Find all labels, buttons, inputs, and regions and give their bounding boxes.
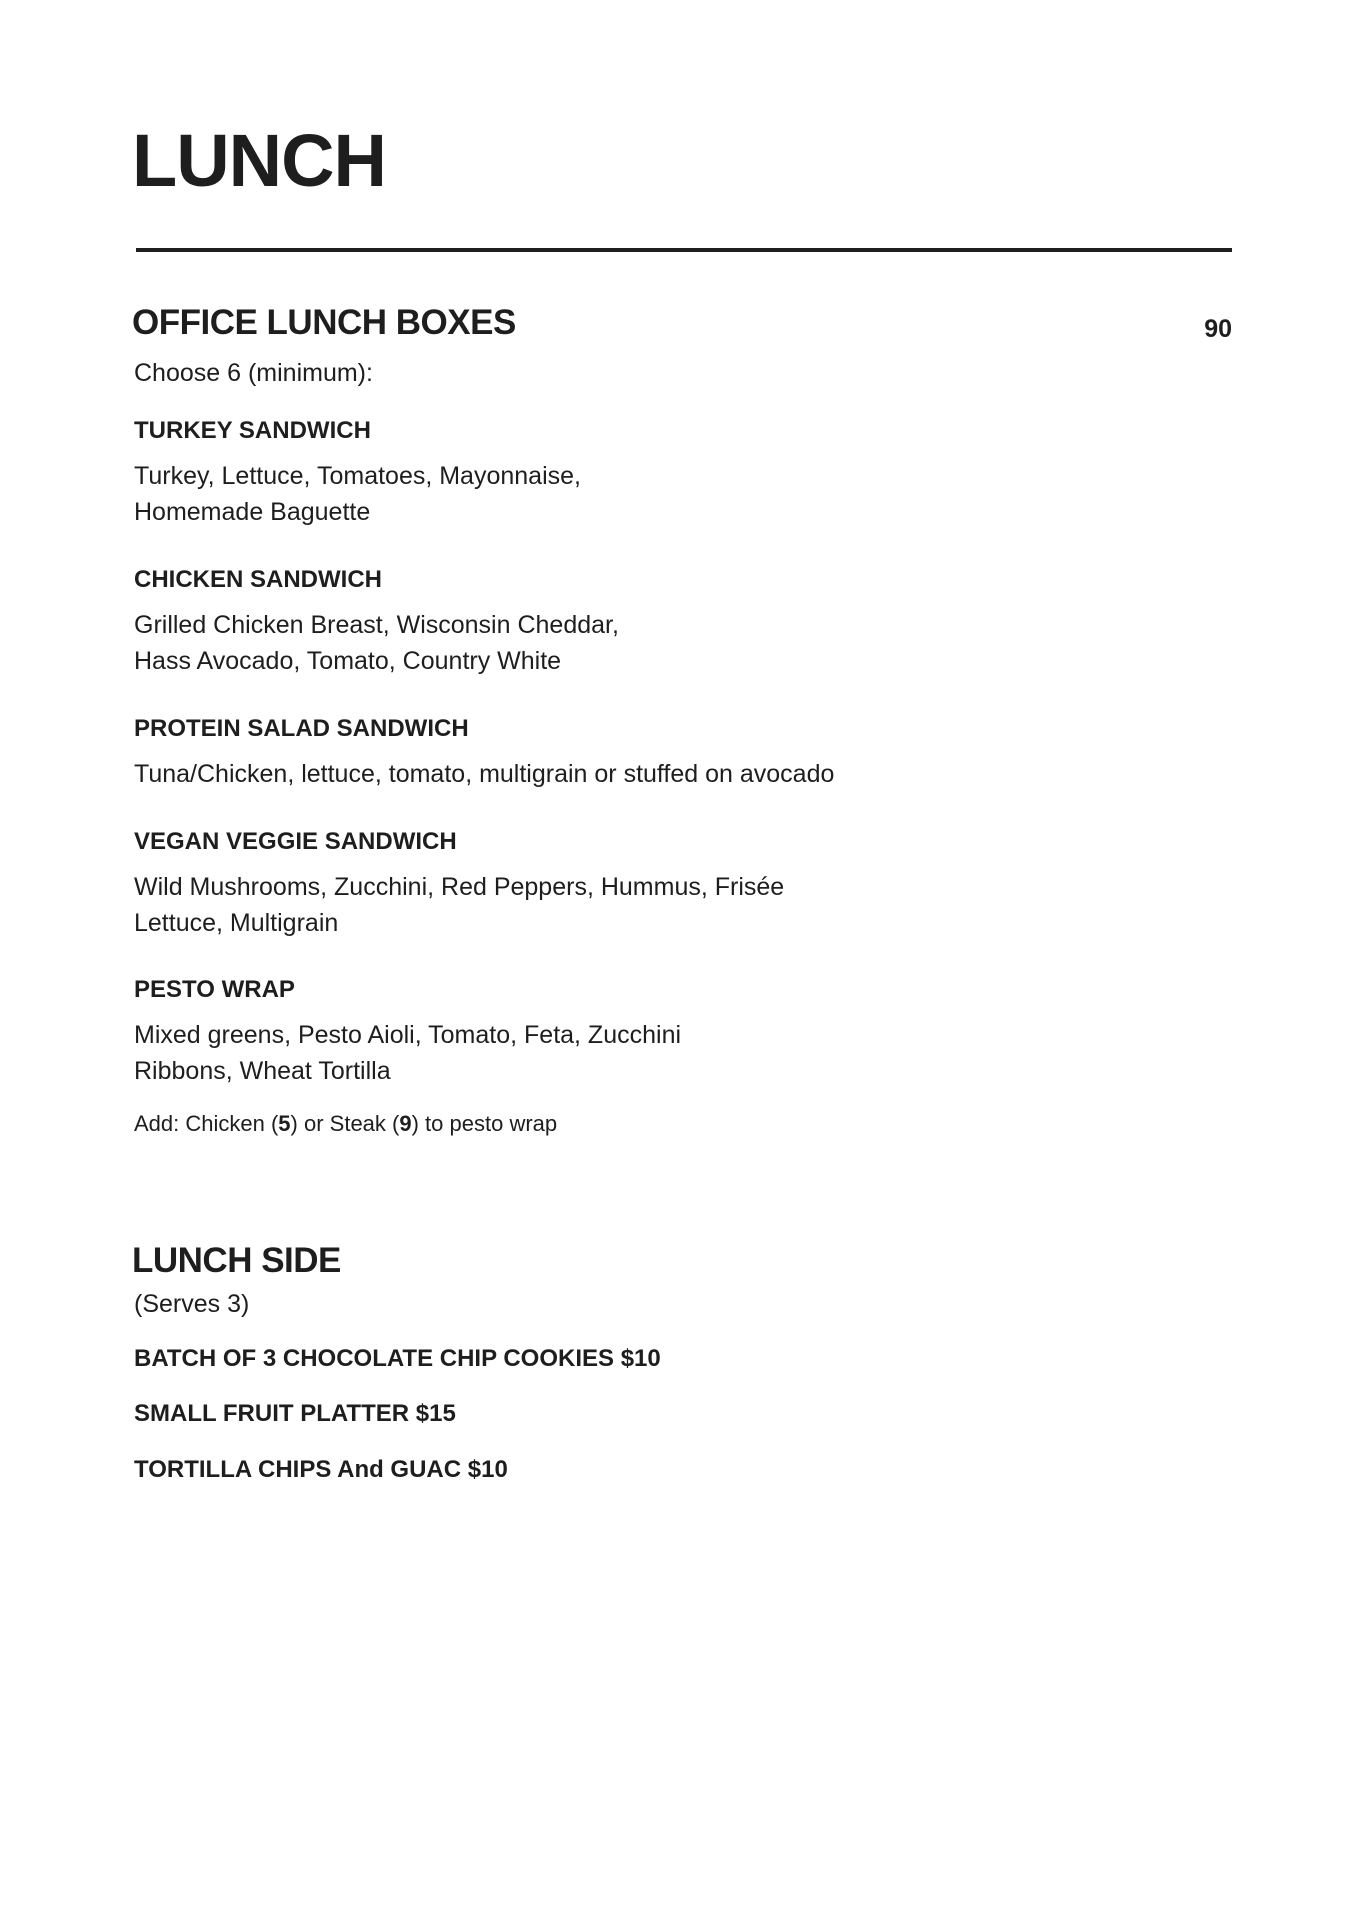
- section-heading-office-lunch-boxes: OFFICE LUNCH BOXES: [132, 303, 516, 342]
- section-heading-lunch-side: LUNCH SIDE: [132, 1241, 341, 1280]
- addon-text: ) to pesto wrap: [411, 1111, 558, 1136]
- menu-item-description: [134, 756, 894, 792]
- menu-item-description-line: Mixed greens, Pesto Aioli, Tomato, Feta, Zucchini: [134, 1021, 682, 1049]
- menu-item-description: [134, 458, 894, 530]
- section-price: 90: [1204, 315, 1232, 343]
- menu-item-description: [134, 607, 894, 679]
- side-item: TORTILLA CHIPS And GUAC $10: [134, 1456, 508, 1483]
- menu-item-description-line: Ribbons, Wheat Tortilla: [134, 1057, 391, 1085]
- menu-item-name: VEGAN VEGGIE SANDWICH: [134, 828, 457, 855]
- side-item: BATCH OF 3 CHOCOLATE CHIP COOKIES $10: [134, 1345, 661, 1372]
- menu-item-description: [134, 869, 894, 941]
- menu-item-name: PROTEIN SALAD SANDWICH: [134, 715, 469, 742]
- addon-text: ) or Steak (: [290, 1111, 400, 1136]
- menu-item-description-line: Hass Avocado, Tomato, Country White: [134, 647, 562, 675]
- side-item: SMALL FRUIT PLATTER $15: [134, 1400, 456, 1427]
- menu-item-description-line: Grilled Chicken Breast, Wisconsin Cheddar,: [134, 611, 619, 639]
- menu-item-description-line: Tuna/Chicken, lettuce, tomato, multigrain or stuffed on avocado: [134, 760, 835, 788]
- menu-item-name: CHICKEN SANDWICH: [134, 566, 382, 593]
- menu-item-name: TURKEY SANDWICH: [134, 417, 371, 444]
- title-divider: [136, 248, 1232, 252]
- menu-item-description-line: Homemade Baguette: [134, 498, 371, 526]
- menu-item-description-line: Wild Mushrooms, Zucchini, Red Peppers, Hummus, Frisée: [134, 873, 785, 901]
- section-note: Choose 6 (minimum):: [134, 359, 373, 387]
- menu-item-description-line: Lettuce, Multigrain: [134, 909, 339, 937]
- pesto-wrap-addon-note: [134, 1113, 557, 1135]
- page-title: LUNCH: [132, 119, 386, 202]
- addon-text: Add: Chicken (: [134, 1111, 279, 1136]
- menu-item-name: PESTO WRAP: [134, 976, 295, 1003]
- menu-item-description: [134, 1017, 894, 1089]
- section-note: (Serves 3): [134, 1290, 250, 1318]
- addon-steak-price: 9: [399, 1111, 412, 1136]
- addon-chicken-price: 5: [278, 1111, 291, 1136]
- menu-item-description-line: Turkey, Lettuce, Tomatoes, Mayonnaise,: [134, 462, 581, 490]
